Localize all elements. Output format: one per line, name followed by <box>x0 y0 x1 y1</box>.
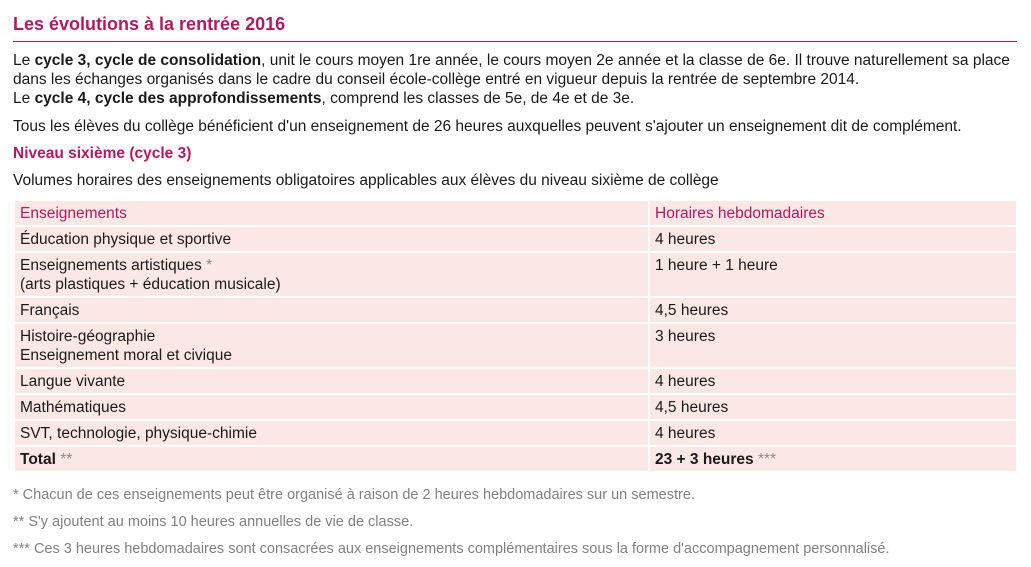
subject-cell <box>15 369 648 393</box>
table-row <box>15 395 1016 419</box>
table-caption: Volumes horaires des enseignements obligatoires applicables aux élèves du niveau sixième de collège <box>13 172 719 189</box>
intro-cycle3-bold: cycle 3, cycle de consolidation <box>34 52 262 69</box>
footnote-3: *** Ces 3 heures hebdomadaires sont consacrées aux enseignements complémentaires sous la forme d'accompagnement personnalisé. <box>13 541 890 557</box>
table-row <box>15 324 1016 367</box>
subject-cell <box>15 395 648 419</box>
subject-name: Langue vivante <box>20 373 126 390</box>
footnote-mark: * <box>206 257 213 274</box>
subject-cell <box>15 298 648 322</box>
table-row <box>15 253 1016 296</box>
table-row <box>15 369 1016 393</box>
level-subheading: Niveau sixième (cycle 3) <box>13 145 192 162</box>
subject-name: Enseignements artistiques <box>20 257 202 274</box>
total-hours-cell <box>650 447 1016 471</box>
subject-name: SVT, technologie, physique-chimie <box>20 425 257 442</box>
subject-detail: (arts plastiques + éducation musicale) <box>20 276 281 293</box>
section-heading: Les évolutions à la rentrée 2016 <box>13 12 1017 42</box>
table-row <box>15 227 1016 251</box>
subject-cell <box>15 324 648 367</box>
footnote-mark: *** <box>757 451 777 468</box>
intro-cycle3-prefix: Le <box>13 52 35 69</box>
footnotes <box>13 486 1023 567</box>
intro-text <box>13 51 1023 108</box>
intro-cycle3-rest: , unit le cours moyen 1re année, le cours moyen 2e année et la classe de 6e. Il trouve naturellement sa place dans les échanges organisés dans le cadre du conseil école-collège entré en vigueur depuis la rentrée de septembre 2014. <box>13 52 1010 88</box>
college-hours-paragraph: Tous les élèves du collège bénéficient d'un enseignement de 26 heures auxquelles peuvent s'ajouter un enseignement dit de complément. <box>13 118 962 135</box>
total-hours: 23 + 3 heures <box>655 451 754 468</box>
subject-cell <box>15 421 648 445</box>
hours-cell: 4 heures <box>650 421 1016 445</box>
hours-cell: 3 heures <box>650 324 1016 367</box>
subject-name: Histoire-géographie <box>20 328 156 345</box>
hours-cell: 1 heure + 1 heure <box>650 253 1016 296</box>
table-row <box>15 298 1016 322</box>
table-total-row <box>15 447 1016 471</box>
hours-cell: 4 heures <box>650 369 1016 393</box>
subject-name: Éducation physique et sportive <box>20 231 232 248</box>
footnote-1: * Chacun de ces enseignements peut être organisé à raison de 2 heures hebdomadaires sur un semestre. <box>13 487 695 503</box>
subject-cell <box>15 227 648 251</box>
hours-table <box>13 199 1018 473</box>
subject-cell <box>15 253 648 296</box>
intro-cycle4 <box>13 89 1023 108</box>
header-subjects: Enseignements <box>15 201 648 225</box>
total-label: Total <box>20 451 56 468</box>
footnote-mark: ** <box>60 451 73 468</box>
table-header-row <box>15 201 1016 225</box>
hours-cell: 4,5 heures <box>650 298 1016 322</box>
subject-name: Mathématiques <box>20 399 126 416</box>
subject-name: Français <box>20 302 80 319</box>
total-label-cell <box>15 447 648 471</box>
intro-cycle4-prefix: Le <box>13 90 35 107</box>
table-row <box>15 421 1016 445</box>
hours-cell: 4 heures <box>650 227 1016 251</box>
intro-cycle4-bold: cycle 4, cycle des approfondissements <box>34 90 322 107</box>
subject-detail: Enseignement moral et civique <box>20 347 232 364</box>
footnote-2: ** S'y ajoutent au moins 10 heures annuelles de vie de classe. <box>13 514 414 530</box>
intro-cycle3 <box>13 51 1023 89</box>
header-weekly-hours: Horaires hebdomadaires <box>650 201 1016 225</box>
hours-cell: 4,5 heures <box>650 395 1016 419</box>
intro-cycle4-rest: , comprend les classes de 5e, de 4e et de 3e. <box>321 90 635 107</box>
